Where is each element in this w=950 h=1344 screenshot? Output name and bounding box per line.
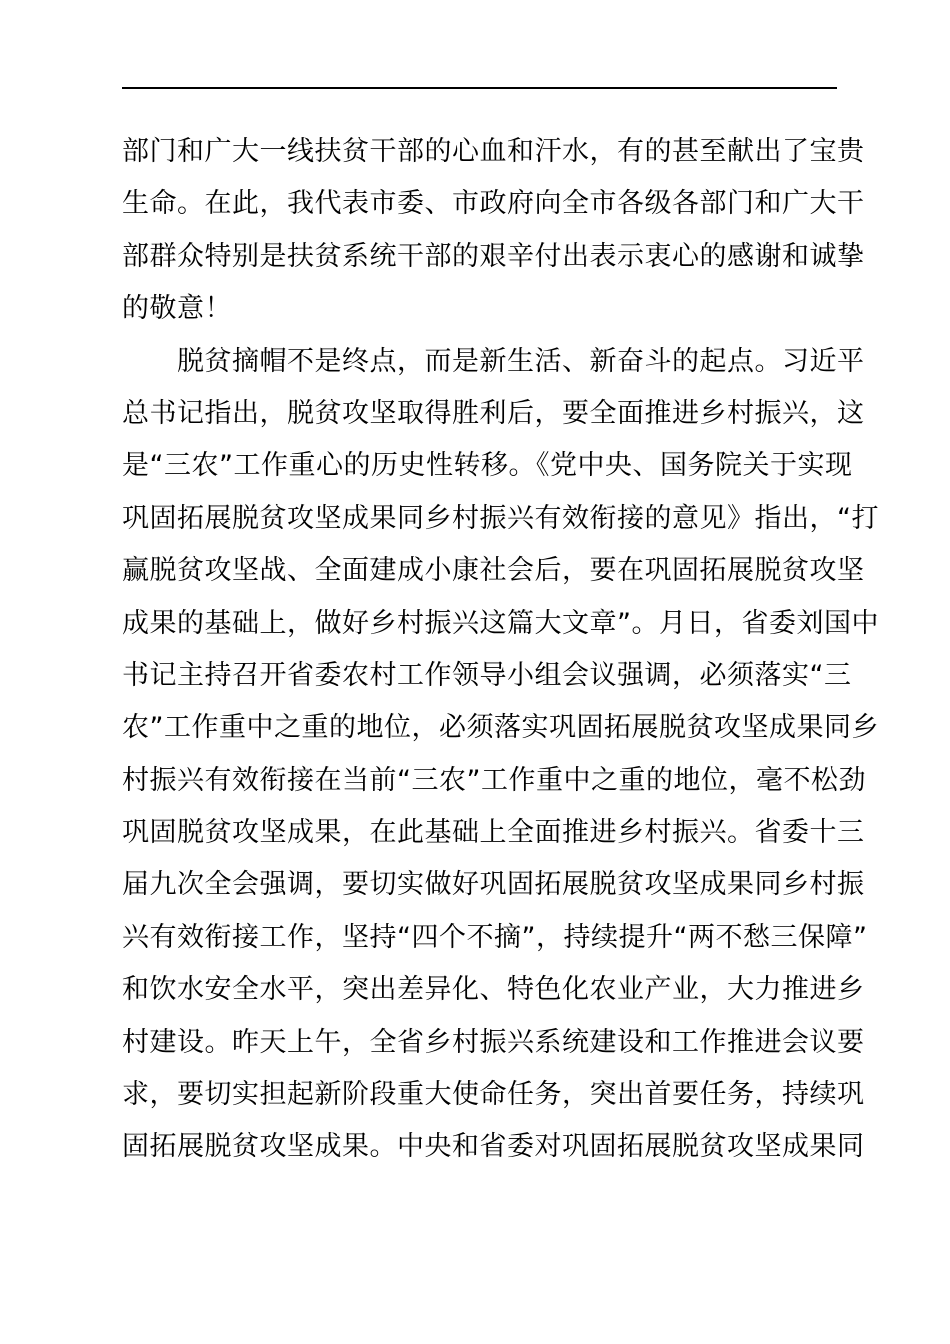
text-line: 的敬意！ [122, 293, 232, 325]
text-line: 村建设。昨天上午，全省乡村振兴系统建设和工作推进会议要 [122, 1026, 865, 1058]
header-rule [122, 87, 837, 89]
text-line: 部门和广大一线扶贫干部的心血和汗水，有的甚至献出了宝贵 [122, 136, 865, 167]
text-line: 总书记指出，脱贫攻坚取得胜利后，要全面推进乡村振兴，这 [122, 397, 865, 429]
text-line: 村振兴有效衔接在当前“三农”工作重中之重的地位，毫不松劲 [122, 764, 866, 796]
body-text [122, 126, 879, 1174]
text-line: 是“三农”工作重心的历史性转移。《党中央、国务院关于实现 [122, 450, 853, 482]
text-line: 和饮水安全水平，突出差异化、特色化农业产业，大力推进乡 [122, 974, 865, 1006]
text-line: 赢脱贫攻坚战、全面建成小康社会后，要在巩固拓展脱贫攻坚 [122, 555, 865, 587]
text-line: 届九次全会强调，要切实做好巩固拓展脱贫攻坚成果同乡村振 [122, 869, 865, 901]
text-line: 书记主持召开省委农村工作领导小组会议强调，必须落实“三 [122, 659, 852, 691]
text-line: 成果的基础上，做好乡村振兴这篇大文章”。月日，省委刘国中 [122, 607, 879, 639]
text-line: 脱贫摘帽不是终点，而是新生活、新奋斗的起点。习近平 [122, 345, 865, 377]
text-line: 生命。在此，我代表市委、市政府向全市各级各部门和广大干 [122, 188, 865, 220]
text-line: 巩固拓展脱贫攻坚成果同乡村振兴有效衔接的意见》指出，“打 [122, 502, 879, 534]
text-line: 农”工作重中之重的地位，必须落实巩固拓展脱贫攻坚成果同乡 [122, 712, 879, 744]
text-line: 求，要切实担起新阶段重大使命任务，突出首要任务，持续巩 [122, 1079, 865, 1111]
text-line: 部群众特别是扶贫系统干部的艰辛付出表示衷心的感谢和诚挚 [122, 240, 865, 272]
text-line: 兴有效衔接工作，坚持“四个不摘”，持续提升“两不愁三保障” [122, 921, 868, 953]
text-line: 固拓展脱贫攻坚成果。中央和省委对巩固拓展脱贫攻坚成果同 [122, 1131, 865, 1163]
text-line: 巩固脱贫攻坚成果，在此基础上全面推进乡村振兴。省委十三 [122, 817, 865, 849]
